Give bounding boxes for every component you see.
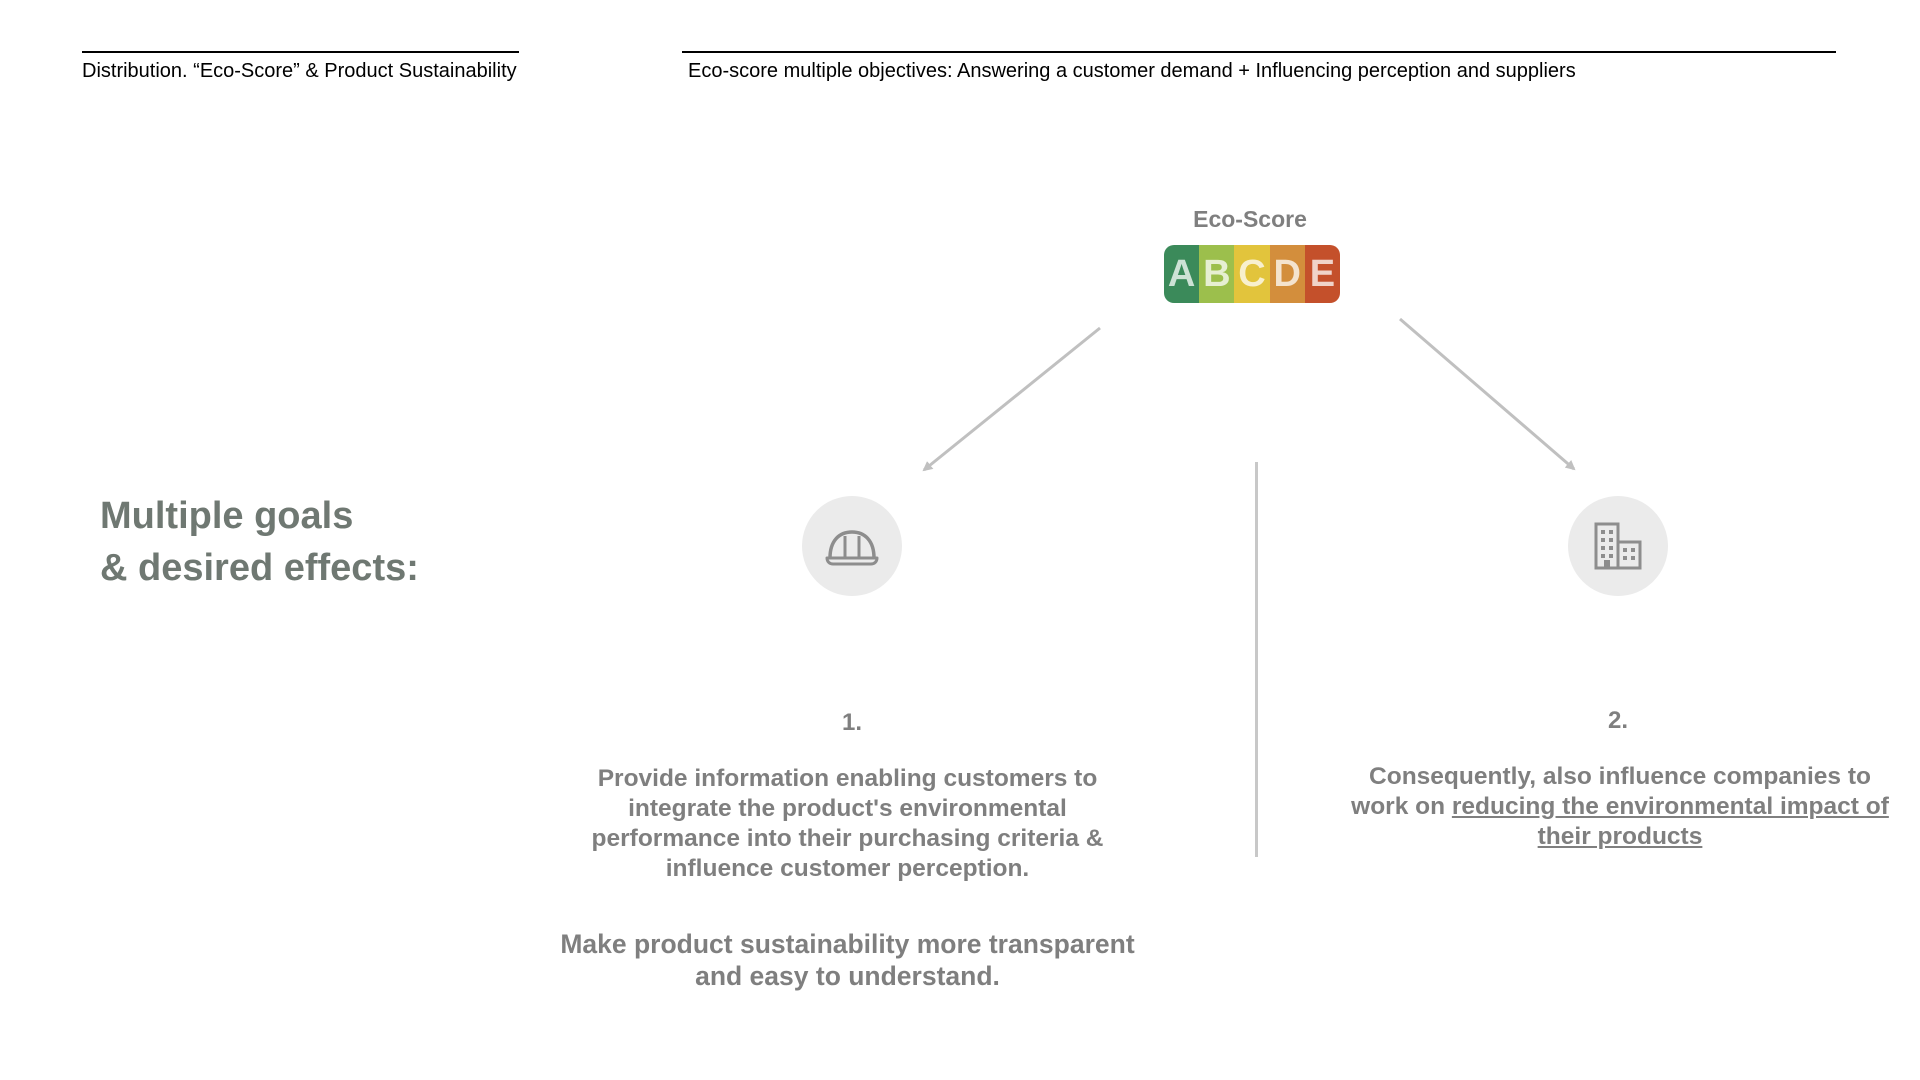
header-left-title: Distribution. “Eco-Score” & Product Sustainability — [82, 60, 517, 82]
item-1-subtext: Make product sustainability more transparent and easy to understand. — [560, 929, 1135, 991]
eco-score-title: Eco-Score — [1193, 206, 1307, 232]
item-2-text — [1340, 762, 1900, 852]
eco-score-grade-b: B — [1199, 245, 1234, 303]
item-1-icon-circle — [802, 496, 902, 596]
eco-score-grade-a: A — [1164, 245, 1199, 303]
item-1-text: Provide information enabling customers to integrate the product's environmental performance into their purchasing criteria & influence customer perception. — [591, 765, 1104, 882]
office-building-icon — [1592, 520, 1644, 572]
arrow-left — [924, 328, 1100, 470]
goals-heading-line2: & desired effects: — [100, 547, 419, 589]
eco-score-grade-c: C — [1234, 245, 1269, 303]
arrow-right — [1400, 319, 1574, 469]
goals-heading-line1: Multiple goals — [100, 495, 354, 537]
eco-score-grade-e: E — [1305, 245, 1340, 303]
item-2-icon-circle — [1568, 496, 1668, 596]
item-2-text-prefix: Consequently, also influence companies to work on — [1351, 763, 1871, 820]
center-divider — [1255, 462, 1258, 857]
item-1-number: 1. — [841, 709, 862, 736]
item-2-number: 2. — [1607, 707, 1628, 734]
goals-heading — [100, 490, 419, 594]
eco-score-grade-d: D — [1270, 245, 1305, 303]
header-right-title: Eco-score multiple objectives: Answering a customer demand + Influencing perception and suppliers — [688, 60, 1576, 82]
item-2-text-link[interactable]: reducing the environmental impact of their products — [1451, 793, 1889, 850]
hard-hat-icon — [825, 525, 879, 567]
